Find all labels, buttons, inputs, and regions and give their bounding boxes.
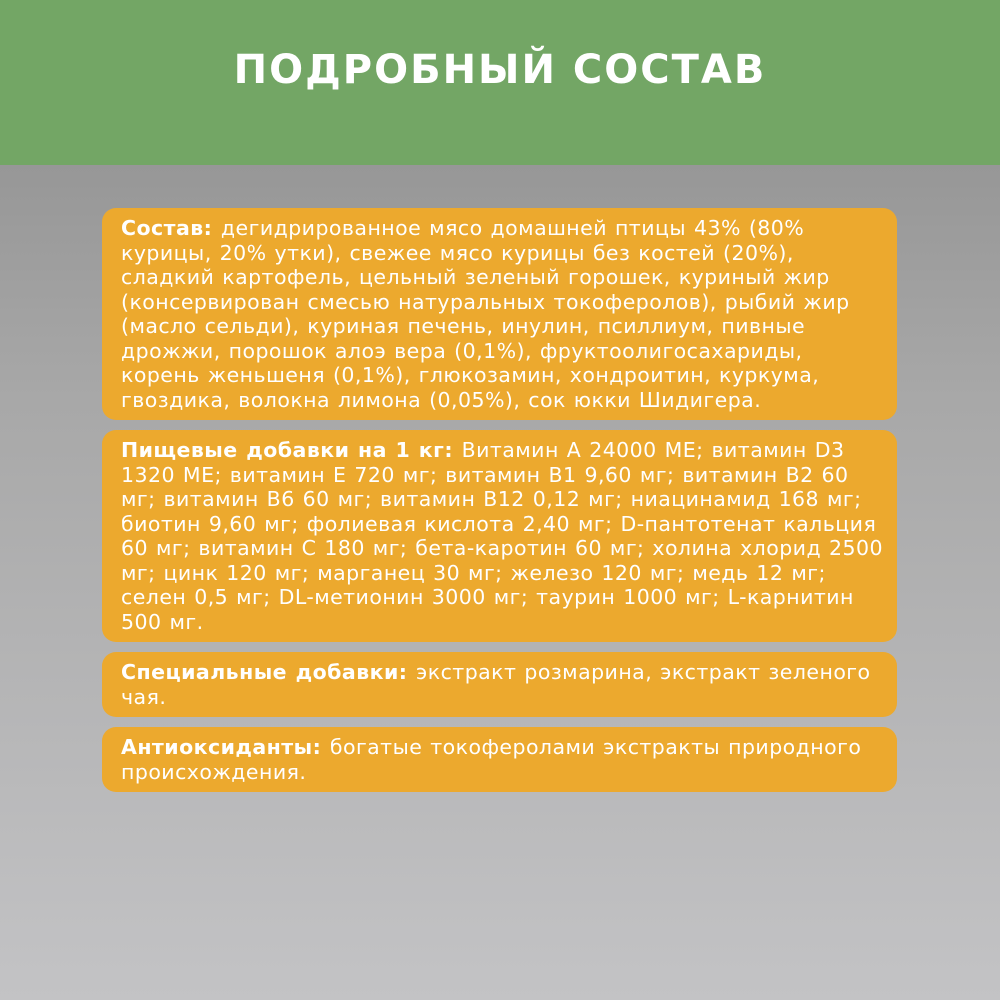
special-additives-card bbox=[102, 652, 897, 717]
page-title: ПОДРОБНЫЙ СОСТАВ bbox=[233, 46, 767, 93]
antioxidants-card bbox=[102, 727, 897, 792]
composition-card bbox=[102, 208, 897, 420]
antioxidants-label: Антиоксиданты: bbox=[121, 735, 330, 759]
special-additives-text: экстракт розмарина, экстракт зеленого чая. bbox=[121, 660, 871, 709]
composition-label: Состав: bbox=[121, 216, 221, 240]
supplements-card bbox=[102, 430, 897, 642]
supplements-label: Пищевые добавки на 1 кг: bbox=[121, 438, 462, 462]
special-additives-label: Специальные добавки: bbox=[121, 660, 417, 684]
header-banner bbox=[0, 0, 1000, 165]
antioxidants-text: богатые токоферолами экстракты природного происхождения. bbox=[121, 735, 862, 784]
supplements-text: Витамин А 24000 МЕ; витамин D3 1320 МЕ; витамин Е 720 мг; витамин В1 9,60 мг; витамин В2 60 мг; витамин В6 60 мг; витамин В12 0,12 мг; ниацинамид 168 мг; биотин 9,60 мг; фолиевая кислота 2,40 мг; D-пантотенат кальция 60 мг; витамин С 180 мг; бета-каротин 60 мг; холина хлорид 2500 мг; цинк 120 мг; марганец 30 мг; железо 120 мг; медь 12 мг; селен 0,5 мг; DL-метионин 3000 мг; таурин 1000 мг; L-карнитин 500 мг. bbox=[121, 438, 884, 634]
composition-list bbox=[102, 208, 897, 802]
composition-text: дегидрированное мясо домашней птицы 43% (80% курицы, 20% утки), свежее мясо курицы без костей (20%), сладкий картофель, цельный зеленый горошек, куриный жир (консервирован смесью натуральных токоферолов), рыбий жир (масло сельди), куриная печень, инулин, псиллиум, пивные дрожжи, порошок алоэ вера (0,1%), фруктоолигосахариды, корень женьшеня (0,1%), глюкозамин, хондроитин, куркума, гвоздика, волокна лимона (0,05%), сок юкки Шидигера. bbox=[121, 216, 850, 412]
